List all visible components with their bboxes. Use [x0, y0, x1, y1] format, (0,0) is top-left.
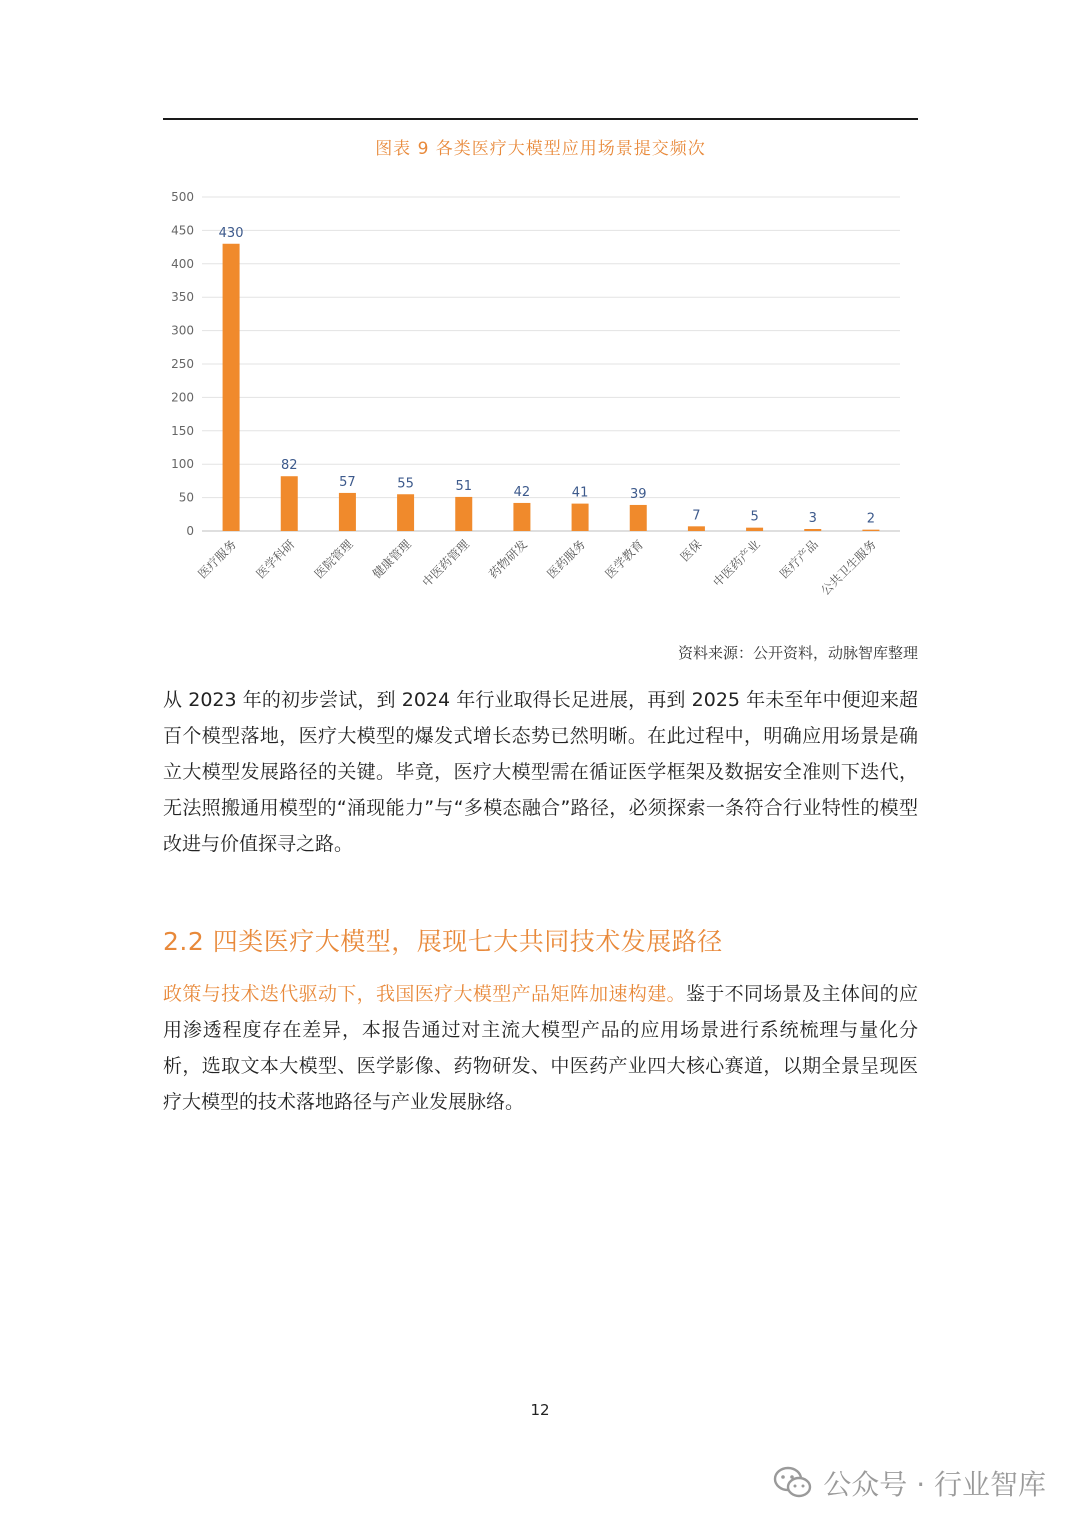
data-label: 2 — [866, 511, 876, 527]
data-label: 57 — [339, 474, 356, 490]
category-label: 医疗服务 — [195, 537, 240, 582]
category-label: 医学教育 — [602, 537, 647, 582]
category-label: 医学科研 — [253, 537, 298, 582]
data-label: 41 — [571, 485, 589, 501]
y-tick-label: 150 — [171, 423, 194, 438]
bar — [223, 244, 240, 531]
bar — [804, 529, 821, 531]
bar — [339, 493, 356, 531]
y-tick-label: 350 — [171, 290, 194, 305]
category-label: 药物研发 — [486, 537, 531, 582]
data-label: 82 — [280, 458, 298, 474]
bar — [862, 530, 879, 531]
bar — [513, 503, 530, 531]
paragraph-text: 鉴于不同场景及主体间的应用渗透程度存在差异，本报告通过对主流大模型产品的应用场景进行系统梳理与量化分析，选取文本大模型、医学影像、药物研发、中医药产业四大核心赛道，以期全景呈现医疗大模型的技术落地路径与产业发展脉络。 — [163, 983, 918, 1113]
page-number: 12 — [530, 1401, 550, 1419]
data-label: 42 — [513, 484, 531, 500]
watermark — [773, 1463, 1046, 1503]
category-label: 健康管理 — [369, 537, 414, 582]
body-paragraph-1: 从 2023 年的初步尝试，到 2024 年行业取得长足进展，再到 2025 年未至年中便迎来超百个模型落地，医疗大模型的爆发式增长态势已然明晰。在此过程中，明确应用场景是确立大模型发展路径的关键。毕竟，医疗大模型需在循证医学框架及数据安全准则下迭代，无法照搬通用模型的“涌现能力”与“多模态融合”路径，必须探索一条符合行业特性的模型改进与价值探寻之路。 — [163, 689, 918, 855]
category-label: 公共卫生服务 — [818, 537, 880, 599]
bar — [630, 505, 647, 531]
category-label: 中医药产业 — [710, 537, 763, 590]
bar — [572, 504, 589, 531]
y-tick-label: 100 — [171, 457, 194, 472]
data-label: 51 — [455, 478, 473, 494]
bar — [397, 494, 414, 531]
data-label: 39 — [629, 486, 647, 502]
y-tick-label: 450 — [171, 223, 194, 238]
paragraph-highlight: 政策与技术迭代驱动下，我国医疗大模型产品矩阵加速构建。 — [163, 983, 686, 1005]
bar — [455, 497, 472, 531]
y-tick-label: 0 — [186, 524, 194, 538]
bar-chart — [160, 180, 920, 620]
category-label: 医保 — [677, 537, 705, 565]
data-label: 3 — [808, 510, 817, 526]
body-paragraph-2 — [163, 976, 918, 1120]
data-label: 55 — [397, 476, 414, 492]
data-label: 7 — [692, 508, 701, 524]
bar — [281, 476, 298, 531]
section-heading: 2.2 四类医疗大模型，展现七大共同技术发展路径 — [163, 927, 723, 956]
watermark-text: 公众号 · 行业智库 — [823, 1468, 1046, 1501]
category-label: 中医药管理 — [419, 537, 472, 590]
bar — [746, 528, 763, 531]
figure-title: 图表 9 各类医疗大模型应用场景提交频次 — [375, 139, 706, 159]
y-tick-label: 300 — [171, 323, 194, 338]
category-label: 医院管理 — [311, 537, 356, 582]
y-tick-label: 50 — [178, 490, 194, 505]
category-label: 医疗产品 — [777, 537, 821, 582]
data-label: 430 — [218, 225, 244, 241]
bar — [688, 526, 705, 531]
category-label: 医药服务 — [544, 537, 589, 582]
wechat-icon — [773, 1466, 813, 1500]
top-rule — [163, 118, 918, 120]
y-tick-label: 400 — [171, 256, 194, 271]
y-tick-label: 200 — [171, 390, 194, 405]
data-label: 5 — [750, 509, 759, 525]
y-tick-label: 250 — [171, 357, 194, 371]
y-tick-label: 500 — [171, 190, 194, 204]
figure-source: 资料来源：公开资料，动脉智库整理 — [677, 644, 918, 662]
